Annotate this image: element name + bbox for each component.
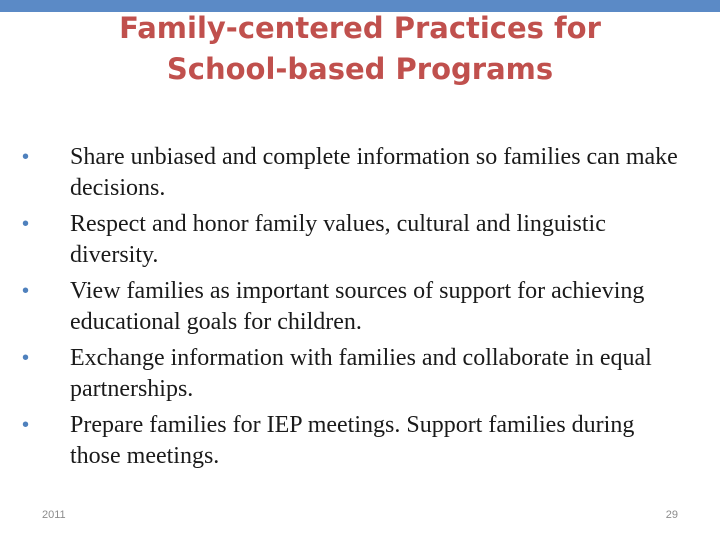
footer-year: 2011 xyxy=(42,509,66,521)
bullet-list xyxy=(22,142,682,477)
bullet-item xyxy=(22,410,682,471)
bullet-text: View families as important sources of support for achieving educational goals for children. xyxy=(70,278,645,335)
bullet-dot-icon: • xyxy=(22,347,30,369)
slide-title xyxy=(60,8,660,90)
bullet-item xyxy=(22,276,682,337)
bullet-dot-icon: • xyxy=(22,414,30,436)
slide-title-line-2: School-based Programs xyxy=(166,52,554,86)
bullet-text: Exchange information with families and collaborate in equal partnerships. xyxy=(70,345,652,402)
bullet-item xyxy=(22,209,682,270)
bullet-item xyxy=(22,142,682,203)
bullet-item xyxy=(22,343,682,404)
bullet-dot-icon: • xyxy=(22,280,30,302)
bullet-dot-icon: • xyxy=(22,146,30,168)
bullet-text: Respect and honor family values, cultural and linguistic diversity. xyxy=(70,211,606,268)
bullet-dot-icon: • xyxy=(22,213,30,235)
bullet-text: Prepare families for IEP meetings. Support families during those meetings. xyxy=(70,412,635,469)
bullet-text: Share unbiased and complete information so families can make decisions. xyxy=(70,144,678,201)
slide-number: 29 xyxy=(665,509,678,521)
slide-title-line-1: Family-centered Practices for xyxy=(119,11,601,45)
